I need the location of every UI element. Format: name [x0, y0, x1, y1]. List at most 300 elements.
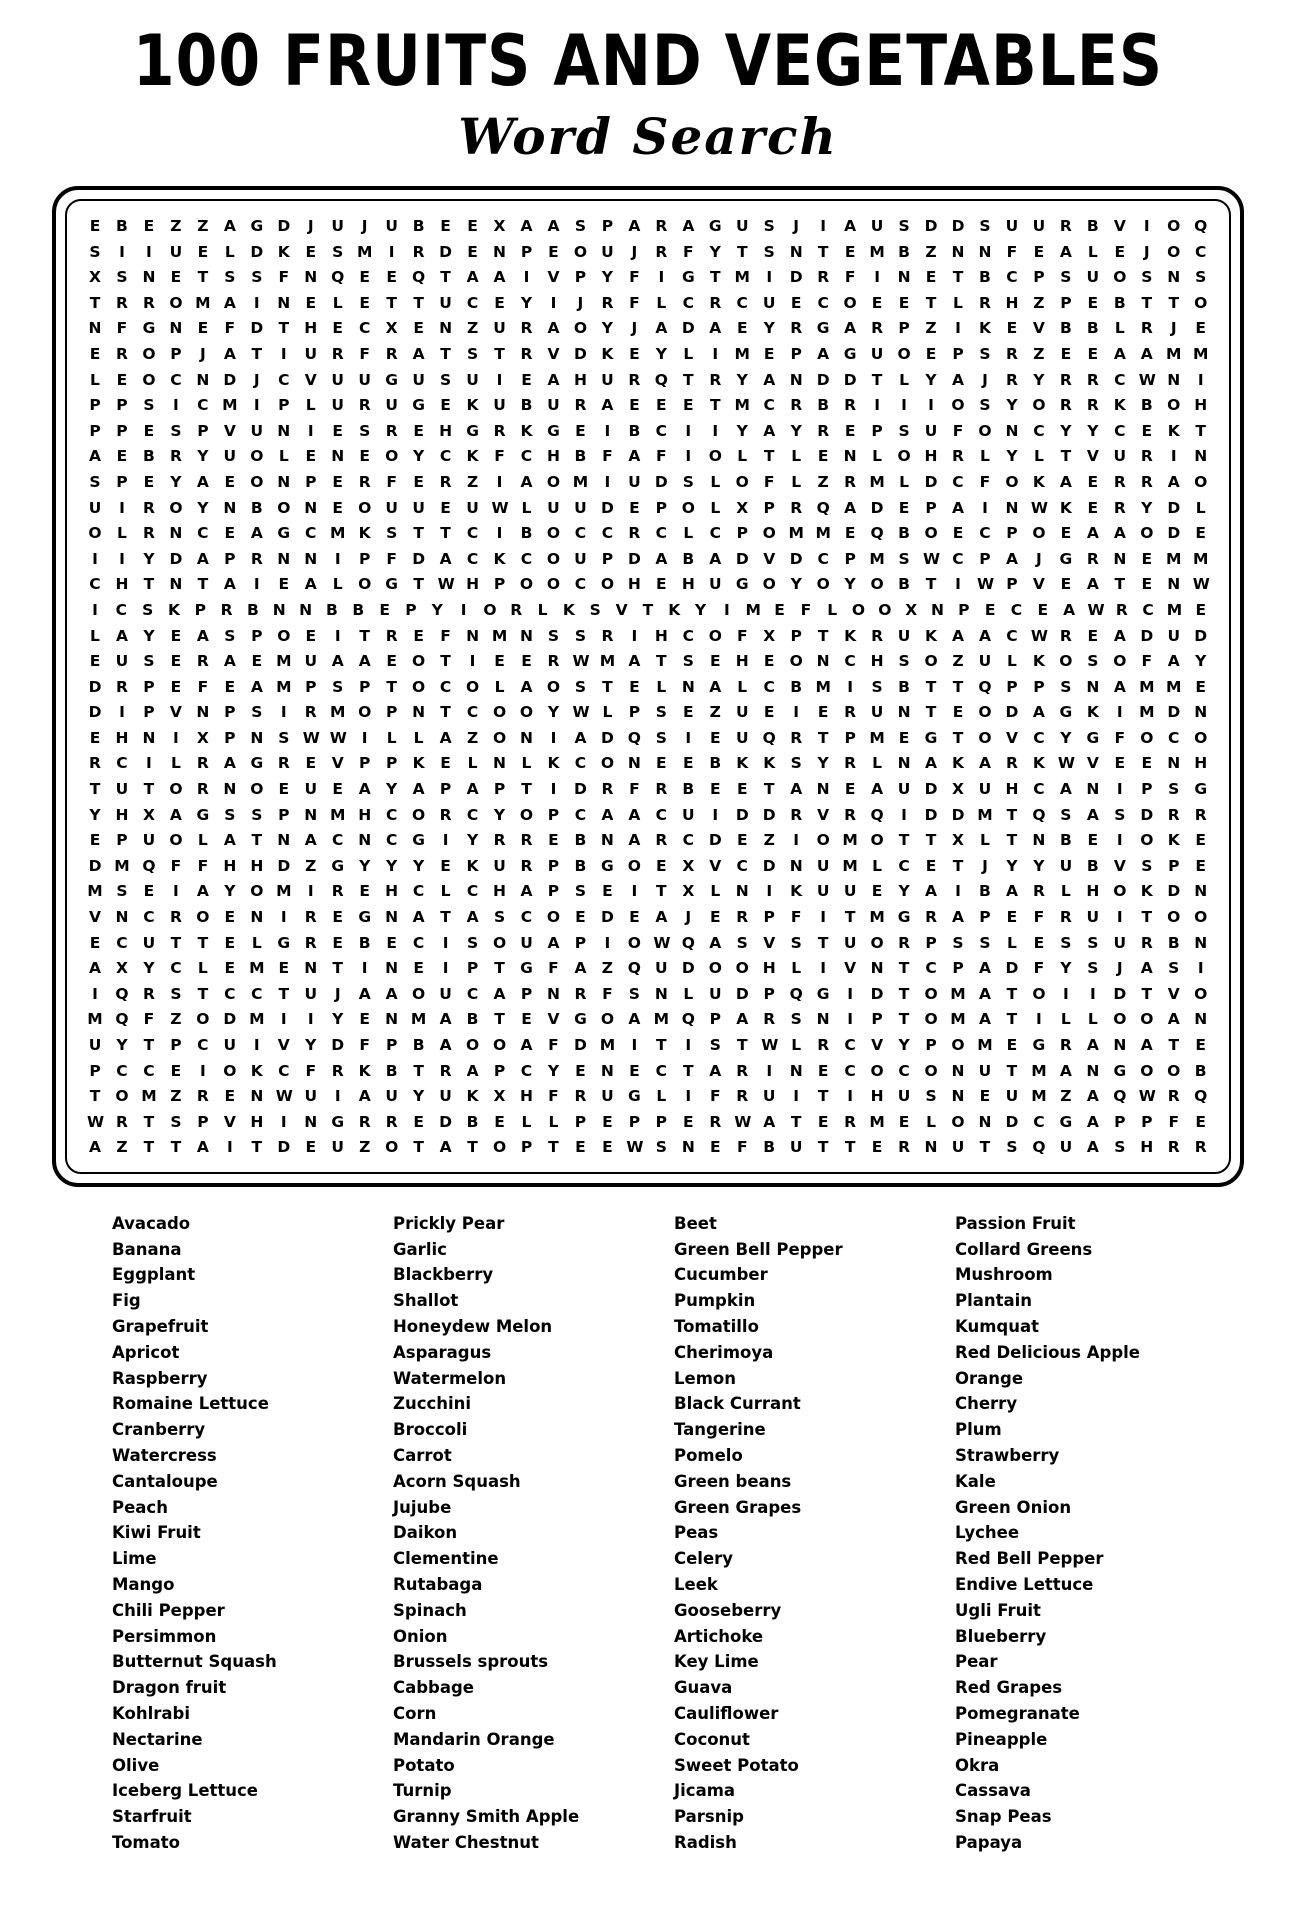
grid-letter: O — [870, 831, 884, 850]
grid-letter: B — [1086, 217, 1099, 235]
grid-letter: Y — [197, 447, 209, 466]
grid-letter: I — [658, 268, 665, 287]
grid-letter: P — [574, 1112, 587, 1131]
grid-letter: S — [116, 882, 128, 901]
grid-letter: D — [789, 268, 803, 287]
grid-letter: A — [709, 549, 722, 568]
grid-row — [81, 961, 1215, 977]
grid-letter: I — [604, 421, 611, 440]
grid-letter: A — [978, 754, 991, 773]
grid-letter: K — [520, 421, 533, 440]
grid-letter: C — [682, 293, 694, 312]
grid-letter: E — [332, 498, 344, 517]
grid-letter: X — [196, 728, 209, 747]
grid-letter: O — [924, 1010, 938, 1029]
grid-letter: C — [520, 549, 533, 568]
grid-letter: C — [412, 933, 425, 952]
grid-letter: E — [332, 780, 344, 799]
grid-letter: E — [925, 856, 937, 875]
grid-letter: N — [1167, 370, 1181, 389]
grid-letter: V — [763, 933, 776, 952]
grid-letter: S — [142, 600, 154, 619]
grid-letter: K — [1032, 754, 1045, 773]
grid-letter: R — [547, 652, 560, 671]
grid-letter: I — [793, 831, 800, 850]
grid-letter: O — [1194, 908, 1208, 927]
grid-letter: T — [170, 1138, 182, 1157]
grid-letter: P — [979, 908, 991, 927]
grid-letter: E — [898, 293, 910, 312]
grid-letter: W — [734, 1112, 752, 1131]
word-list-item: Corn — [393, 1704, 437, 1724]
grid-letter: S — [1141, 856, 1153, 875]
grid-letter: N — [951, 1061, 965, 1080]
grid-letter: R — [116, 293, 128, 312]
grid-letter: A — [628, 217, 641, 235]
grid-letter: R — [196, 754, 209, 773]
grid-letter: O — [878, 600, 892, 619]
grid-letter: V — [169, 703, 182, 722]
grid-letter: B — [247, 600, 259, 619]
grid-letter: Z — [116, 1138, 128, 1157]
grid-letter: T — [251, 344, 263, 363]
grid-letter: E — [898, 498, 910, 517]
grid-letter: O — [546, 472, 561, 491]
grid-letter: U — [466, 370, 479, 389]
puzzle-grid — [65, 199, 1231, 1174]
grid-letter: C — [358, 319, 371, 338]
grid-letter: B — [574, 831, 587, 850]
grid-letter: C — [278, 370, 290, 389]
grid-letter: A — [439, 728, 452, 747]
grid-letter: G — [196, 805, 210, 824]
grid-letter: U — [439, 1087, 452, 1106]
grid-letter: N — [978, 1112, 992, 1131]
grid-letter: I — [550, 293, 557, 312]
grid-letter: N — [196, 370, 210, 389]
grid-letter: M — [114, 856, 130, 875]
grid-letter: I — [460, 600, 467, 619]
grid-letter: R — [250, 549, 263, 568]
grid-letter: N — [843, 447, 857, 466]
grid-letter: M — [950, 984, 966, 1003]
grid-letter: M — [87, 1010, 103, 1029]
grid-letter: E — [763, 652, 775, 671]
grid-letter: O — [870, 1061, 884, 1080]
grid-letter: S — [763, 217, 775, 235]
grid-letter: Y — [694, 600, 707, 619]
grid-letter: L — [656, 293, 667, 312]
grid-letter: A — [1167, 472, 1180, 491]
word-list-item: Carrot — [393, 1446, 452, 1466]
grid-letter: G — [816, 984, 830, 1003]
grid-letter: R — [304, 703, 317, 722]
grid-letter: E — [386, 268, 397, 287]
grid-letter: A — [115, 626, 128, 645]
grid-letter: I — [334, 626, 341, 645]
grid-letter: Y — [1006, 447, 1018, 466]
grid-letter: A — [1086, 1112, 1099, 1131]
grid-letter: U — [574, 549, 587, 568]
grid-letter: L — [305, 396, 316, 415]
grid-letter: F — [359, 344, 370, 363]
grid-letter: P — [116, 421, 128, 440]
grid-letter: E — [332, 933, 344, 952]
grid-letter: E — [413, 1112, 424, 1131]
grid-letter: C — [1114, 421, 1126, 440]
grid-letter: E — [817, 1061, 829, 1080]
grid-letter: I — [1170, 447, 1177, 466]
grid-letter: O — [385, 1138, 399, 1157]
grid-letter: C — [170, 370, 182, 389]
grid-letter: E — [305, 447, 317, 466]
grid-letter: E — [143, 421, 155, 440]
grid-letter: V — [89, 908, 101, 927]
grid-letter: T — [763, 780, 775, 799]
grid-letter: D — [762, 856, 776, 875]
grid-letter: O — [169, 831, 183, 850]
grid-letter: G — [924, 728, 938, 747]
grid-letter: T — [143, 780, 155, 799]
grid-letter: L — [872, 856, 883, 875]
grid-letter: E — [1087, 472, 1099, 491]
grid-letter: D — [762, 805, 776, 824]
grid-letter: I — [793, 1087, 800, 1106]
grid-letter: D — [88, 856, 102, 875]
grid-letter: A — [1113, 524, 1126, 543]
grid-letter: S — [871, 677, 883, 696]
grid-letter: D — [277, 217, 291, 235]
grid-letter: E — [774, 600, 785, 619]
grid-letter: Q — [1194, 1087, 1208, 1106]
grid-letter: C — [574, 575, 587, 594]
word-list-item: Asparagus — [393, 1342, 492, 1362]
grid-letter: O — [250, 780, 264, 799]
grid-letter: L — [332, 293, 343, 312]
grid-letter: A — [223, 652, 236, 671]
grid-letter: L — [548, 1112, 559, 1131]
grid-letter: F — [800, 600, 812, 619]
grid-letter: M — [1139, 677, 1155, 696]
grid-row — [81, 654, 1215, 670]
grid-letter: R — [1059, 217, 1072, 235]
grid-letter: Z — [1033, 344, 1045, 363]
grid-letter: T — [143, 1138, 155, 1157]
grid-letter: U — [331, 396, 345, 415]
grid-letter: N — [466, 626, 480, 645]
grid-letter: U — [142, 933, 156, 952]
grid-letter: J — [1170, 319, 1177, 338]
grid-letter: C — [439, 677, 452, 696]
grid-letter: A — [1167, 1010, 1180, 1029]
grid-letter: U — [412, 370, 425, 389]
grid-letter: R — [871, 626, 884, 645]
grid-letter: S — [574, 882, 587, 901]
grid-letter: L — [827, 600, 838, 619]
grid-letter: E — [305, 242, 317, 261]
grid-letter: Y — [143, 626, 155, 645]
grid-letter: P — [655, 498, 668, 517]
grid-letter: I — [1143, 217, 1150, 235]
grid-letter: B — [1113, 293, 1126, 312]
grid-letter: P — [790, 344, 802, 363]
grid-letter: I — [280, 1112, 287, 1131]
grid-letter: P — [871, 1010, 883, 1029]
grid-letter: I — [955, 882, 961, 901]
grid-letter: T — [898, 831, 910, 850]
grid-letter: F — [197, 856, 209, 875]
grid-letter: E — [278, 959, 290, 978]
word-list-item: Grapefruit — [112, 1317, 209, 1337]
grid-letter: N — [681, 677, 695, 696]
grid-letter: I — [793, 703, 800, 722]
grid-letter: Y — [844, 575, 856, 594]
grid-letter: K — [466, 856, 479, 875]
grid-letter: O — [546, 549, 561, 568]
grid-row — [81, 1112, 1215, 1131]
grid-letter: D — [1140, 626, 1154, 645]
grid-letter: X — [952, 780, 964, 799]
grid-letter: P — [952, 344, 964, 363]
grid-letter: T — [898, 1010, 910, 1029]
grid-letter: T — [89, 1087, 101, 1106]
grid-letter: O — [681, 498, 695, 517]
grid-letter: R — [574, 396, 587, 415]
grid-letter: C — [251, 984, 263, 1003]
grid-letter: R — [736, 908, 749, 927]
grid-letter: U — [439, 293, 452, 312]
grid-letter: P — [763, 908, 775, 927]
grid-letter: E — [763, 344, 775, 363]
grid-letter: R — [871, 319, 884, 338]
grid-letter: I — [280, 344, 287, 363]
grid-letter: B — [1086, 319, 1099, 338]
grid-letter: C — [898, 856, 910, 875]
grid-letter: E — [1195, 856, 1207, 875]
grid-row — [81, 626, 1215, 645]
grid-row — [81, 756, 1215, 772]
word-list-item: Radish — [674, 1833, 737, 1852]
grid-letter: B — [979, 268, 991, 287]
grid-letter: T — [602, 677, 613, 696]
grid-letter: A — [655, 549, 668, 568]
grid-letter: P — [547, 882, 560, 901]
grid-letter: R — [358, 472, 371, 491]
grid-letter: O — [465, 1036, 480, 1054]
grid-letter: A — [520, 1036, 533, 1054]
grid-letter: T — [925, 575, 937, 594]
word-list-item: Tangerine — [674, 1420, 766, 1440]
grid-letter: P — [89, 396, 101, 415]
grid-letter: B — [979, 882, 991, 901]
grid-letter: E — [1114, 754, 1126, 773]
grid-letter: V — [1005, 728, 1018, 747]
grid-letter: H — [385, 882, 399, 901]
grid-letter: B — [574, 447, 587, 466]
grid-letter: S — [1060, 677, 1072, 696]
grid-letter: R — [1115, 600, 1128, 619]
grid-letter: G — [466, 421, 479, 440]
grid-letter: N — [277, 293, 291, 312]
grid-letter: R — [655, 242, 668, 261]
grid-letter: S — [628, 984, 640, 1003]
grid-letter: X — [763, 626, 776, 645]
grid-letter: X — [385, 319, 398, 338]
word-list-item: Lychee — [955, 1523, 1020, 1543]
grid-letter: B — [709, 754, 722, 773]
grid-letter: D — [1167, 498, 1181, 517]
grid-letter: M — [1031, 1061, 1047, 1080]
grid-letter: U — [682, 805, 695, 824]
grid-letter: A — [1113, 626, 1126, 645]
grid-letter: D — [870, 984, 884, 1003]
grid-letter: B — [628, 421, 641, 440]
grid-letter: I — [766, 268, 773, 287]
grid-letter: X — [493, 1087, 506, 1106]
grid-letter: Y — [305, 1036, 317, 1054]
word-list-item: Honeydew Melon — [393, 1317, 553, 1337]
grid-letter: T — [925, 677, 937, 696]
grid-letter: H — [1194, 396, 1208, 415]
word-list-item: Watermelon — [393, 1368, 507, 1388]
grid-letter: R — [142, 984, 155, 1003]
grid-letter: S — [952, 933, 964, 952]
grid-letter: P — [1168, 856, 1180, 875]
grid-letter: A — [547, 217, 560, 235]
grid-row — [81, 577, 1215, 593]
grid-letter: V — [547, 268, 560, 287]
grid-letter: D — [277, 856, 291, 875]
grid-letter: C — [736, 856, 748, 875]
grid-letter: A — [978, 626, 991, 645]
grid-letter: D — [924, 472, 938, 491]
grid-letter: P — [116, 472, 128, 491]
grid-letter: A — [1140, 1036, 1153, 1054]
grid-letter: P — [601, 549, 614, 568]
grid-letter: T — [89, 293, 101, 312]
grid-letter: K — [562, 600, 575, 619]
grid-letter: A — [385, 984, 398, 1003]
grid-row — [81, 984, 1215, 1003]
grid-letter: E — [925, 268, 937, 287]
grid-letter: T — [440, 344, 451, 363]
grid-letter: P — [1033, 268, 1045, 287]
grid-letter: P — [493, 780, 506, 799]
grid-letter: N — [789, 1061, 803, 1080]
word-list-item: Butternut Squash — [112, 1652, 277, 1672]
grid-letter: Y — [386, 856, 398, 875]
grid-letter: K — [358, 524, 371, 543]
grid-letter: V — [844, 959, 857, 978]
grid-letter: I — [955, 575, 961, 594]
grid-letter: E — [629, 396, 640, 415]
grid-letter: X — [89, 268, 101, 287]
grid-letter: O — [492, 1036, 507, 1054]
word-list-item: Cabbage — [393, 1678, 475, 1698]
word-list-item: Artichoke — [674, 1626, 764, 1646]
grid-letter: U — [735, 217, 749, 235]
grid-letter: R — [520, 344, 533, 363]
grid-letter: S — [251, 805, 263, 824]
grid-letter: C — [89, 575, 101, 594]
grid-letter: E — [170, 652, 182, 671]
grid-letter: N — [951, 1087, 965, 1106]
grid-letter: U — [762, 1087, 776, 1106]
grid-letter: C — [709, 524, 721, 543]
grid-letter: T — [494, 1010, 505, 1029]
grid-letter: G — [816, 319, 830, 338]
grid-letter: E — [629, 344, 640, 363]
grid-letter: V — [1113, 217, 1126, 235]
grid-letter: R — [412, 242, 425, 261]
grid-letter: R — [574, 1087, 587, 1106]
grid-letter: B — [326, 600, 338, 619]
grid-letter: M — [653, 1010, 670, 1029]
grid-letter: C — [520, 1061, 533, 1080]
grid-letter: S — [89, 472, 101, 491]
grid-letter: O — [1113, 652, 1127, 671]
grid-letter: C — [197, 524, 209, 543]
word-list-item: Nectarine — [112, 1729, 203, 1749]
grid-letter: R — [493, 831, 506, 850]
grid-letter: P — [305, 472, 317, 491]
grid-letter: C — [1033, 780, 1045, 799]
grid-letter: T — [898, 959, 910, 978]
grid-letter: L — [521, 754, 532, 773]
grid-letter: H — [304, 319, 318, 338]
grid-letter: U — [304, 344, 318, 363]
grid-letter: N — [1113, 549, 1127, 568]
grid-letter: L — [737, 677, 748, 696]
grid-letter: R — [709, 1112, 722, 1131]
word-list-item: Apricot — [112, 1342, 180, 1362]
grid-letter: E — [379, 600, 390, 619]
grid-letter: N — [1194, 1010, 1208, 1029]
grid-letter: O — [1167, 217, 1181, 235]
grid-letter: I — [982, 498, 988, 517]
grid-letter: H — [735, 652, 749, 671]
grid-letter: F — [844, 268, 856, 287]
grid-letter: C — [1114, 370, 1126, 389]
grid-letter: S — [170, 984, 182, 1003]
grid-letter: N — [142, 268, 156, 287]
grid-letter: O — [412, 984, 426, 1003]
grid-letter: A — [493, 268, 506, 287]
grid-letter: O — [196, 1010, 210, 1029]
grid-letter: E — [143, 472, 155, 491]
grid-letter: C — [224, 984, 236, 1003]
grid-letter: U — [1086, 908, 1100, 927]
grid-letter: I — [1036, 1010, 1042, 1029]
grid-letter: E — [575, 1061, 586, 1080]
grid-letter: L — [980, 831, 990, 850]
grid-letter: N — [1113, 1036, 1127, 1054]
grid-letter: N — [600, 1061, 614, 1080]
grid-letter: Y — [925, 370, 937, 389]
grid-letter: C — [682, 831, 694, 850]
grid-letter: Q — [142, 856, 156, 875]
grid-letter: R — [520, 856, 533, 875]
word-list-item: Green Grapes — [674, 1497, 802, 1517]
grid-letter: I — [334, 1087, 341, 1106]
grid-letter: A — [1086, 575, 1099, 594]
grid-letter: L — [494, 677, 505, 696]
grid-letter: P — [1006, 677, 1018, 696]
grid-letter: R — [709, 293, 722, 312]
grid-letter: M — [734, 344, 750, 363]
grid-letter: A — [844, 217, 857, 235]
grid-letter: S — [1087, 652, 1099, 671]
